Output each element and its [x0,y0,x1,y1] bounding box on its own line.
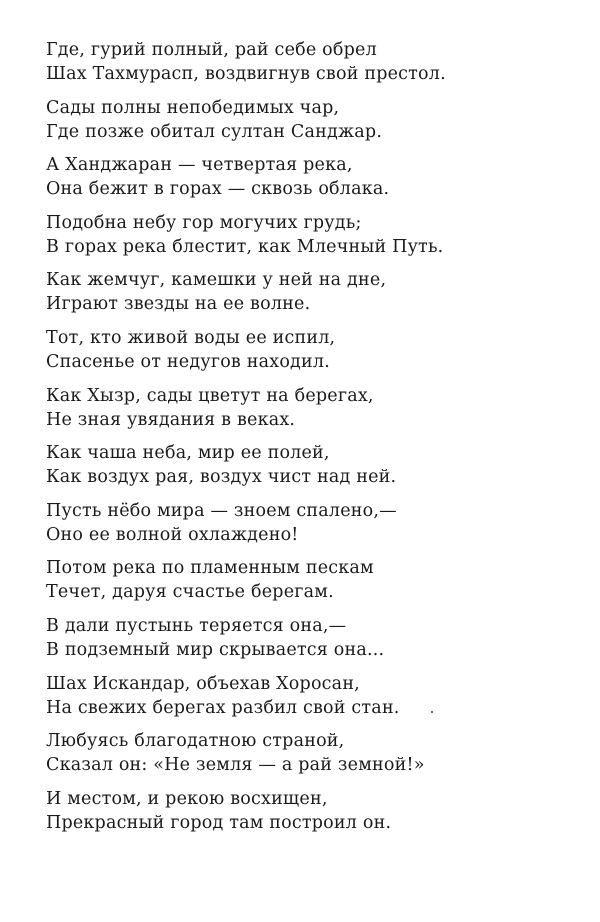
stanza [46,441,566,489]
verse-line: И местом, и рекою восхищен, [46,788,328,809]
stanza [46,96,566,144]
stanza [46,556,566,604]
verse-line: Играют звезды на ее волне. [46,294,311,315]
verse-line: Шах Искандар, объехав Хоросан, [46,673,360,694]
stanza [46,614,566,662]
stanza [46,672,566,720]
verse-line: Спасенье от недугов находил. [46,351,330,372]
verse-line: В подземный мир скрывается она... [46,639,385,660]
verse-line: В горах река блестит, как Млечный Путь. [46,236,444,257]
verse-line: Шах Тахмурасп, воздвигнув свой престол. [46,64,446,84]
stanza [46,384,566,432]
verse-line: Прекрасный город там построил он. [46,812,392,833]
stanza [46,326,566,374]
verse-line: Течет, даруя счастье берегам. [46,582,334,603]
verse-line: Пусть нёбо мира — зноем спалено,— [46,500,397,521]
stanza [46,787,566,835]
verse-line: Не зная увядания в веках. [46,409,296,430]
verse-line: Как жемчуг, камешки у ней на дне, [46,270,387,291]
verse-line: В дали пустынь теряется она,— [46,615,347,636]
verse-line: Оно ее волной охлаждено! [46,524,299,545]
verse-line: Она бежит в горах — сквозь облака. [46,179,390,200]
verse-line: Где, гурий полный, рай себе обрел [46,40,377,60]
verse-line: На свежих берегах разбил свой стан. [46,697,400,718]
stanza [46,153,566,201]
verse-line: Подобна небу гор могучих грудь; [46,212,362,233]
verse-line: Как воздух рая, воздух чист над ней. [46,467,397,488]
verse-line: Сказал он: «Не земля — а рай земной!» [46,755,425,776]
stanza [46,38,566,86]
verse-line: Как чаша неба, мир ее полей, [46,443,330,464]
ink-speck [431,711,433,713]
verse-line: Любуясь благодатною страной, [46,731,345,752]
stanza [46,729,566,777]
verse-line: Где позже обитал султан Санджар. [46,121,383,142]
verse-line: Как Хызр, сады цветут на берегах, [46,385,374,406]
verse-line: Сады полны непобедимых чар, [46,97,340,118]
verse-line: Потом река по пламенным пескам [46,558,374,579]
verse-line: А Ханджаран — четвертая река, [46,155,353,176]
stanza [46,268,566,316]
verse-line: Тот, кто живой воды ее испил, [46,327,336,348]
poem-text [46,38,566,844]
stanza [46,211,566,259]
stanza [46,499,566,547]
